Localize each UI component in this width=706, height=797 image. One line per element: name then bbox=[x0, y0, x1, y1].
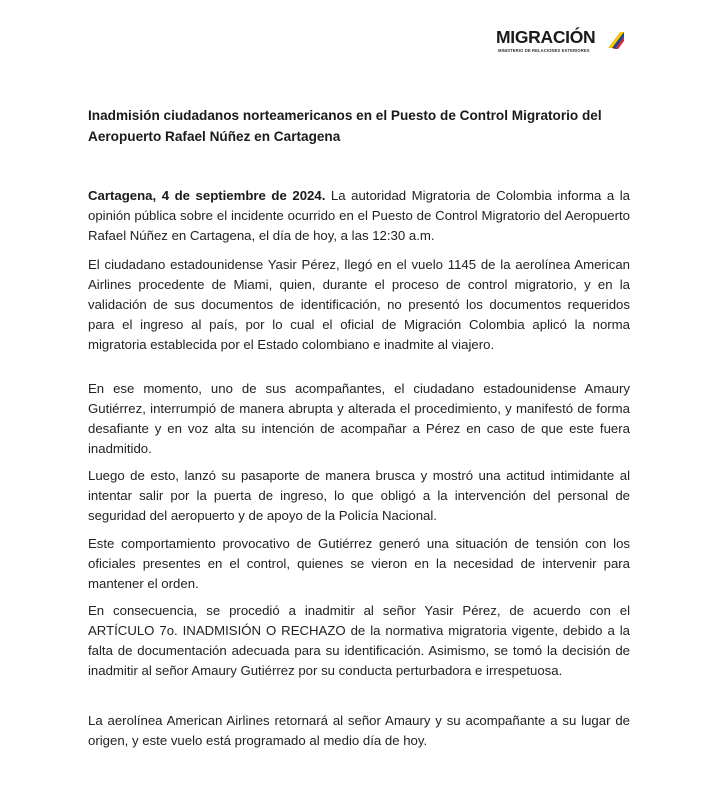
dateline: Cartagena, 4 de septiembre de 2024. bbox=[88, 188, 326, 203]
paragraph-4: Luego de esto, lanzó su pasaporte de manera brusca y mostró una actitud intimidante al intentar salir por la puerta de ingreso, lo que obligó a la intervención del personal de seguridad del aeropuerto y de apoyo de la Policía Nacional. bbox=[88, 468, 630, 523]
paragraph-2: El ciudadano estadounidense Yasir Pérez, llegó en el vuelo 1145 de la aerolínea American Airlines procedente de Miami, quien, durante el proceso de control migratorio, y en la validación de sus documentos de identificación, no presentó los documentos requeridos para el ingreso al país, por lo cual el oficial de Migración Colombia aplicó la norma migratoria establecida por el Estado colombiano e inadmite al viajero. bbox=[88, 257, 630, 352]
migracion-logo bbox=[496, 24, 628, 60]
colombia-flag-icon bbox=[600, 30, 624, 56]
paragraph-7: La aerolínea American Airlines retornará al señor Amaury y su acompañante a su lugar de origen, y este vuelo está programado al medio día de hoy. bbox=[88, 713, 630, 748]
page-title: Inadmisión ciudadanos norteamericanos en el Puesto de Control Migratorio del Aeropuerto Rafael Núñez en Cartagena bbox=[88, 108, 602, 144]
paragraph-1 bbox=[88, 186, 630, 246]
paragraph-1-text: La autoridad Migratoria de Colombia informa a la opinión pública sobre el incidente ocurrido en el Puesto de Control Migratorio del Aeropuerto Rafael Núñez en Cartagena, el día de hoy, a las 12:30 a.m. bbox=[88, 188, 630, 243]
paragraph-6: En consecuencia, se procedió a inadmitir al señor Yasir Pérez, de acuerdo con el ARTÍCULO 7o. INADMISIÓN O RECHAZO de la normativa migratoria vigente, debido a la falta de documentación adecuada para su identificación. Asimismo, se tomó la decisión de inadmitir al señor Amaury Gutiérrez por su conducta perturbadora e irrespetuosa. bbox=[88, 603, 630, 678]
paragraph-5: Este comportamiento provocativo de Gutiérrez generó una situación de tensión con los oficiales presentes en el control, quienes se vieron en la necesidad de intervenir para mantener el orden. bbox=[88, 536, 630, 591]
logo-subtitle: MINISTERIO DE RELACIONES EXTERIORES bbox=[498, 48, 590, 53]
logo-wordmark: MIGRACIÓN bbox=[496, 27, 596, 47]
paragraph-3: En ese momento, uno de sus acompañantes, el ciudadano estadounidense Amaury Gutiérrez, interrumpió de manera abrupta y alterada el procedimiento, y manifestó de forma desafiante y en voz alta su intención de acompañar a Pérez en caso de que este fuera inadmitido. bbox=[88, 381, 630, 456]
